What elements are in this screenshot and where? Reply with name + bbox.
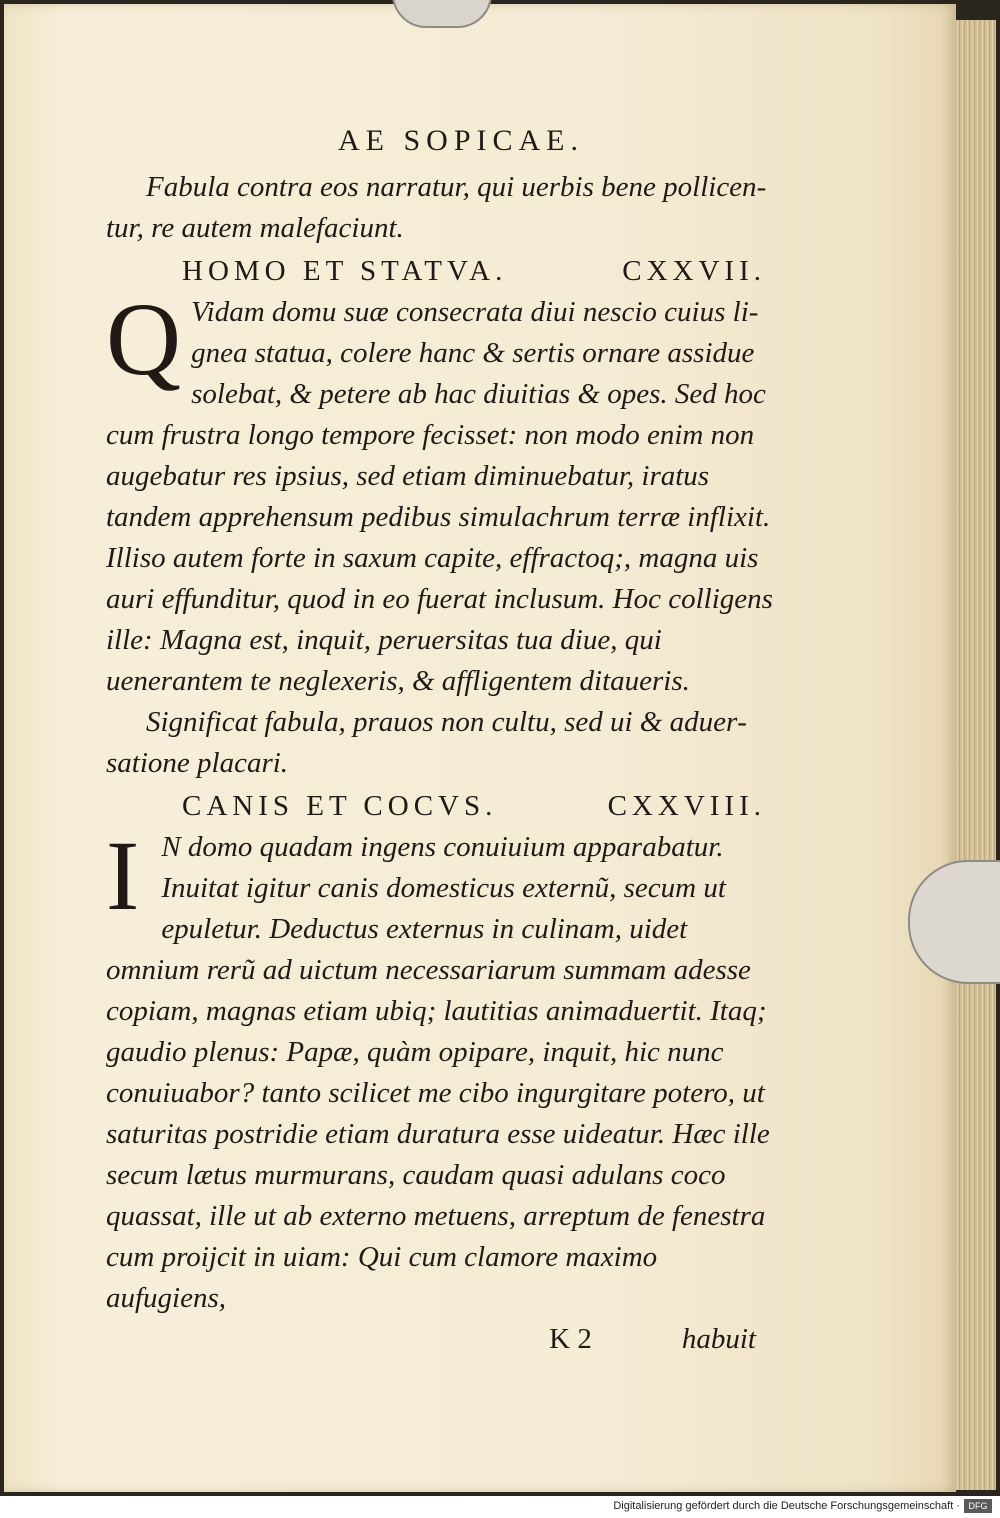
page-footer-line (106, 1319, 776, 1360)
page-edges (956, 20, 996, 1490)
drop-cap-initial: I (106, 820, 140, 931)
dfg-credit: Digitalisierung gefördert durch die Deutsche Forschungsgemeinschaft · (613, 1500, 960, 1512)
fable-body (106, 282, 776, 702)
running-head: AE SOPICAE. (337, 124, 584, 157)
fable-body (106, 820, 776, 1319)
fable-moral: Significat fabula, prauos non cultu, sed ui & aduersatione placari. (106, 706, 747, 779)
fable-title-canis-et-cocus (106, 786, 776, 827)
dfg-logo-icon: DFG (964, 1499, 992, 1513)
previous-fable-moral: Fabula contra eos narratur, qui uerbis bene pollicentur, re autem malefaciunt. (106, 171, 767, 244)
fable-title-homo-et-statua (106, 251, 776, 292)
fable-text: N domo quadam ingens conuiuium apparabatur. Inuitat igitur canis domesticus externũ, secum ut epuletur. Deductus externus in culinam, uidet omnium rerũ ad uictum necessariarum summam adesse copiam, magnas etiam ubiq; lautitias animaduertit. Itaq; gaudio plenus: Papæ, quàm opipare, inquit, hic nunc conuiuabor? tanto scilicet me cibo ingurgitare potero, ut saturitas postridie etiam duratura esse uideatur. Hæc ille secum lætus murmurans, caudam quasi adulans coco quassat, ille ut ab externo metuens, arreptum de fenestra cum proijcit in uiam: Qui cum clamore maximo aufugiens, (106, 831, 770, 1314)
fable-title: HOMO ET STATVA. (182, 255, 508, 287)
page-text (106, 120, 776, 1360)
catchword: habuit (681, 1323, 756, 1355)
fable-text: Vidam domu suæ consecrata diui nescio cuius lignea statua, colere hanc & sertis ornare assidue solebat, & petere ab hac diuitias & opes. Sed hoc cum frustra longo tempore fecisset: non modo enim non augebatur res ipsius, sed etiam diminuebatur, iratus tandem apprehensum pedibus simulachrum terræ inflixit. Illiso autem forte in saxum capite, effractoq;, magna uis auri effunditur, quod in eo fuerat inclusum. Hoc colligens ille: Magna est, inquit, peruersitas tua diue, qui uenerantem te neglexeris, & affligentem ditaueris. (106, 296, 773, 697)
drop-cap-initial: Q (106, 282, 182, 397)
fable-number: CXXVIII. (607, 790, 766, 822)
fable-number: CXXVII. (622, 255, 766, 287)
signature-mark: K 2 (549, 1323, 592, 1355)
fable-title: CANIS ET COCVS. (182, 790, 498, 822)
digitization-footer (0, 1496, 1000, 1518)
